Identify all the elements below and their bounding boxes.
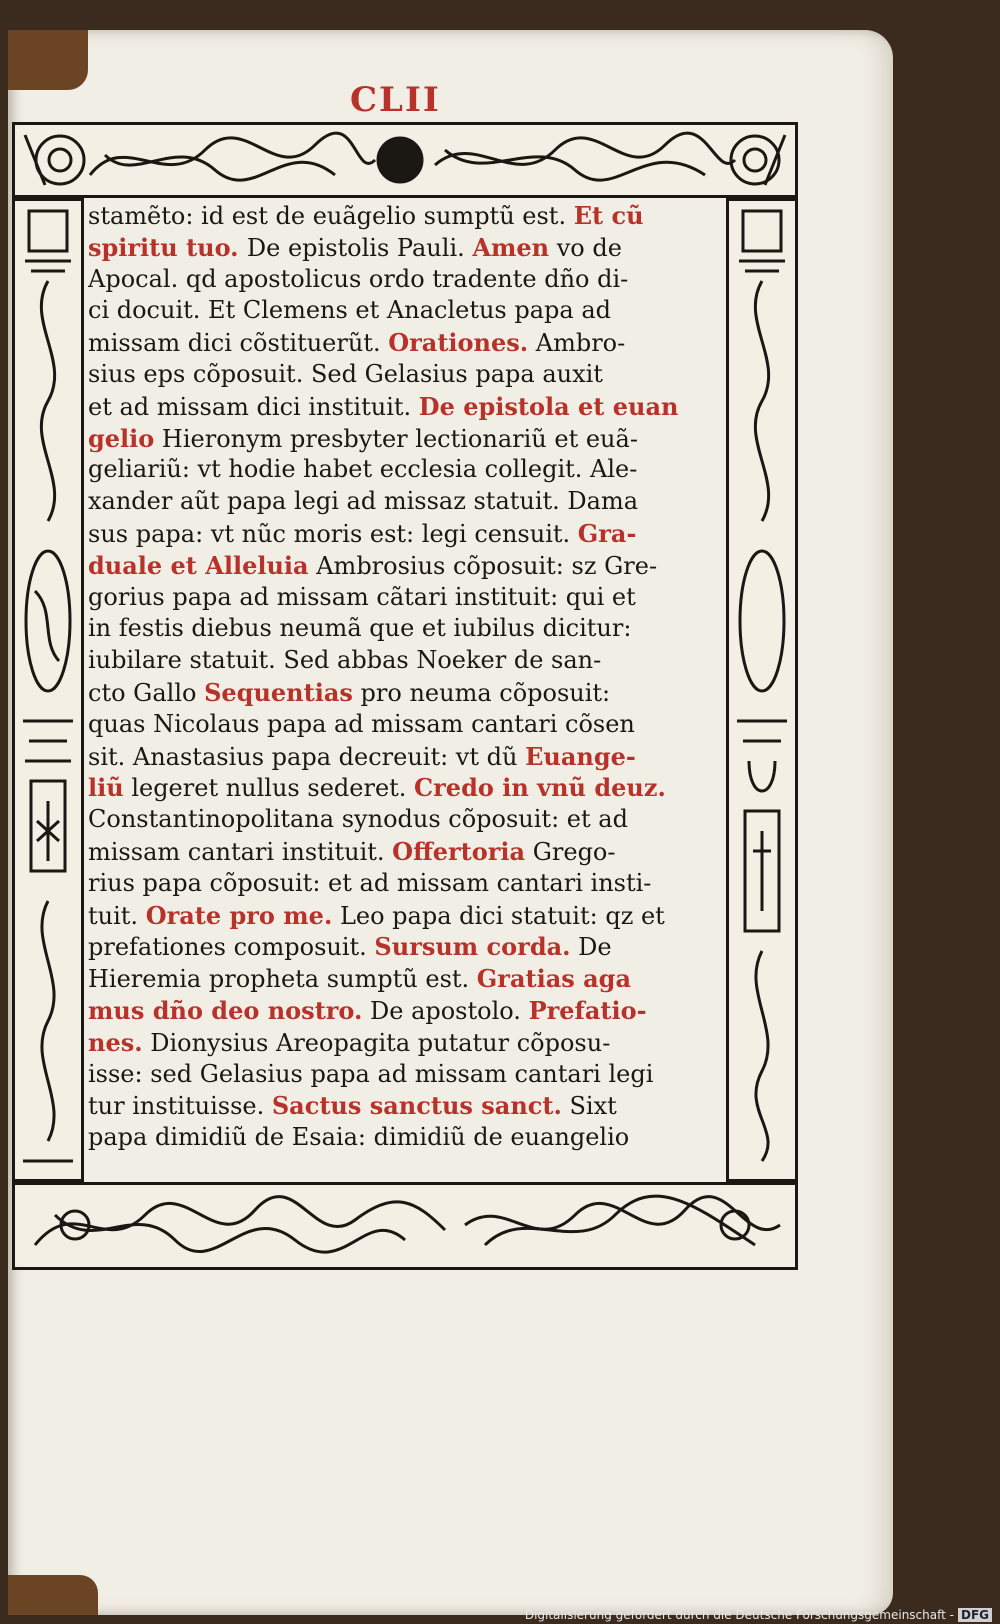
rubric-text: spiritu tuo. <box>88 232 247 262</box>
rubric-text: mus dño deo nostro. <box>88 995 363 1025</box>
body-text: papa dimidiũ de Esaia: dimidiũ de euangelio <box>88 1123 630 1152</box>
rubric-text: De epistola et euan <box>418 391 679 421</box>
border-bottom-band <box>12 1182 798 1270</box>
body-text: De epistolis Pauli. <box>246 233 473 262</box>
border-left-pillar <box>12 198 84 1182</box>
foliage-ornament-bottom <box>15 1185 795 1267</box>
text-line <box>88 327 724 359</box>
rubric-text: Et cũ <box>573 201 644 230</box>
body-text: iubilare statuit. Sed abbas Noeker de san- <box>88 646 602 675</box>
body-text: prefationes composuit. <box>88 933 375 962</box>
text-line <box>88 709 724 741</box>
text-line <box>88 645 724 677</box>
body-text: Ambrosius cõposuit: sz Gre- <box>308 551 658 580</box>
body-text: Hieremia propheta sumptũ est. <box>88 965 477 994</box>
body-text: Dionysius Areopagita putatur cõposu- <box>142 1028 611 1057</box>
text-line <box>88 995 724 1027</box>
rubric-text: Euange- <box>525 741 636 771</box>
body-text: De apostolo. <box>362 996 529 1025</box>
body-text: xander aũt papa legi ad missaz statuit. Dama <box>88 487 639 516</box>
text-line <box>88 582 724 614</box>
text-line <box>88 486 724 518</box>
body-text: sus papa: vt nũc moris est: legi censuit. <box>88 519 578 548</box>
body-text: in festis diebus neumã que et iubilus dicitur: <box>88 614 632 643</box>
rubric-text: Sursum corda. <box>374 932 571 962</box>
rubric-text: Offertoria <box>392 836 526 866</box>
body-text: missam dici cõstituerũt. <box>88 329 389 358</box>
text-line <box>88 1090 724 1122</box>
body-text: stamẽto: id est de euãgelio sumptũ est. <box>88 202 574 230</box>
pillar-ornament-right <box>729 201 795 1179</box>
text-line <box>88 232 724 264</box>
rubric-text: Gra- <box>577 518 637 548</box>
body-text: geliariũ: vt hodie habet ecclesia collegit. Ale- <box>88 455 638 484</box>
rubric-text: Sactus sanctus sanct. <box>271 1091 562 1121</box>
text-line <box>88 264 724 296</box>
rubric-text: Prefatio- <box>528 995 647 1025</box>
body-text: Apocal. qd apostolicus ordo tradente dño di- <box>88 264 629 293</box>
body-text: pro neuma cõposuit: <box>352 678 611 707</box>
body-text: et ad missam dici instituit. <box>88 392 419 421</box>
text-line <box>88 868 724 900</box>
rubric-text: duale et Alleluia <box>88 550 309 580</box>
body-text: sit. Anastasius papa decreuit: vt dũ <box>88 742 526 771</box>
folio-number: CLII <box>350 80 441 120</box>
text-line <box>88 454 724 486</box>
text-line <box>88 804 724 836</box>
rubric-text: gelio <box>88 423 155 453</box>
rubric-text: Orationes. <box>388 328 529 358</box>
rubric-text: Gratias aga <box>476 964 631 994</box>
digitization-credit <box>525 1608 992 1622</box>
text-line <box>88 1122 724 1154</box>
rubric-text: Orate pro me. <box>145 900 333 930</box>
pillar-ornament-left <box>15 201 81 1179</box>
text-line <box>88 613 724 645</box>
body-text: Ambro- <box>528 329 626 358</box>
body-text: ci docuit. Et Clemens et Anacletus papa ad <box>88 296 612 325</box>
rubric-text: Sequentias <box>204 677 353 707</box>
rubric-text: Amen <box>472 232 550 262</box>
credit-text: Digitalisierung gefördert durch die Deutsche Forschungsgemeinschaft - <box>524 1608 954 1622</box>
dfg-logo: DFG <box>958 1608 992 1622</box>
body-text: vo de <box>549 233 622 262</box>
text-line <box>88 518 724 550</box>
body-text: tur instituisse. <box>88 1092 272 1121</box>
binding-edge-top <box>8 30 88 90</box>
body-text: gorius papa ad missam cãtari instituit: qui et <box>88 582 636 611</box>
body-text: isse: sed Gelasius papa ad missam cantari legi <box>88 1059 654 1088</box>
text-line <box>88 836 724 868</box>
text-line <box>88 931 724 963</box>
body-text: tuit. <box>88 901 146 930</box>
body-text: Grego- <box>525 837 616 866</box>
text-line <box>88 295 724 327</box>
border-top-band <box>12 122 798 198</box>
text-line <box>88 741 724 773</box>
text-line <box>88 1059 724 1091</box>
body-text: Sixt <box>561 1092 617 1121</box>
text-line <box>88 550 724 582</box>
body-text: Constantinopolitana synodus cõposuit: et ad <box>88 805 628 834</box>
text-line <box>88 772 724 804</box>
text-line <box>88 900 724 932</box>
body-text: Hieronym presbyter lectionariũ et euã- <box>154 424 638 453</box>
foliage-ornament-top <box>15 125 795 195</box>
body-text: sius eps cõposuit. Sed Gelasius papa auxit <box>88 359 603 388</box>
rubric-text: nes. <box>88 1027 143 1057</box>
body-text: legeret nullus sederet. <box>123 774 415 803</box>
text-line <box>88 359 724 391</box>
text-line <box>88 391 724 423</box>
text-line <box>88 963 724 995</box>
body-text: missam cantari instituit. <box>88 837 393 866</box>
text-line <box>88 677 724 709</box>
body-text: Leo papa dici statuit: qz et <box>332 901 665 930</box>
text-line <box>88 200 724 232</box>
text-line <box>88 1027 724 1059</box>
text-block <box>88 200 724 1180</box>
body-text: rius papa cõposuit: et ad missam cantari insti- <box>88 868 652 897</box>
rubric-text: liũ <box>88 773 124 803</box>
rubric-text: Credo in vnũ deuz. <box>414 773 666 803</box>
binding-edge-bottom <box>8 1575 98 1615</box>
text-line <box>88 423 724 455</box>
body-text: De <box>570 933 612 962</box>
border-right-pillar <box>726 198 798 1182</box>
body-text: quas Nicolaus papa ad missam cantari cõsen <box>88 709 635 738</box>
body-text: cto Gallo <box>88 678 205 707</box>
